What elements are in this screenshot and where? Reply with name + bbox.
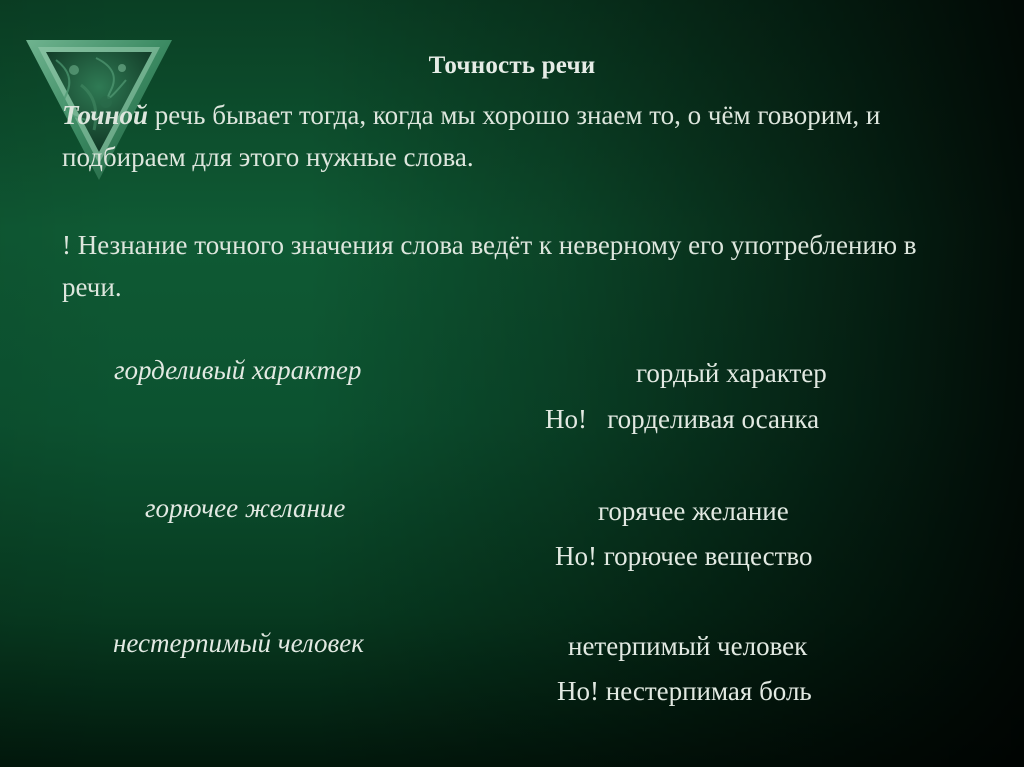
correct-phrase-2: горячее желание: [598, 496, 789, 526]
contrast-note-2: Но! горючее вещество: [555, 541, 813, 571]
incorrect-phrase-1: горделивый характер: [114, 355, 362, 385]
contrast-note-3: Но! нестерпимая боль: [557, 676, 812, 706]
incorrect-phrase-3: нестерпимый человек: [113, 628, 364, 658]
warning-paragraph: ! Незнание точного значения слова ведёт к неверному его употреблению в речи.: [62, 230, 917, 302]
correct-phrase-1: гордый характер: [636, 358, 827, 388]
emphasized-term: Точной: [62, 100, 148, 130]
incorrect-phrase-2: горючее желание: [145, 493, 346, 523]
definition-paragraph: [62, 94, 942, 178]
slide-title: Точность речи: [428, 52, 596, 79]
contrast-note-1: Но! горделивая осанка: [545, 404, 820, 434]
correct-phrase-3: нетерпимый человек: [568, 631, 808, 661]
definition-text: речь бывает тогда, когда мы хорошо знаем то, о чём говорим, и подбираем для этого нужные слова.: [62, 100, 881, 172]
